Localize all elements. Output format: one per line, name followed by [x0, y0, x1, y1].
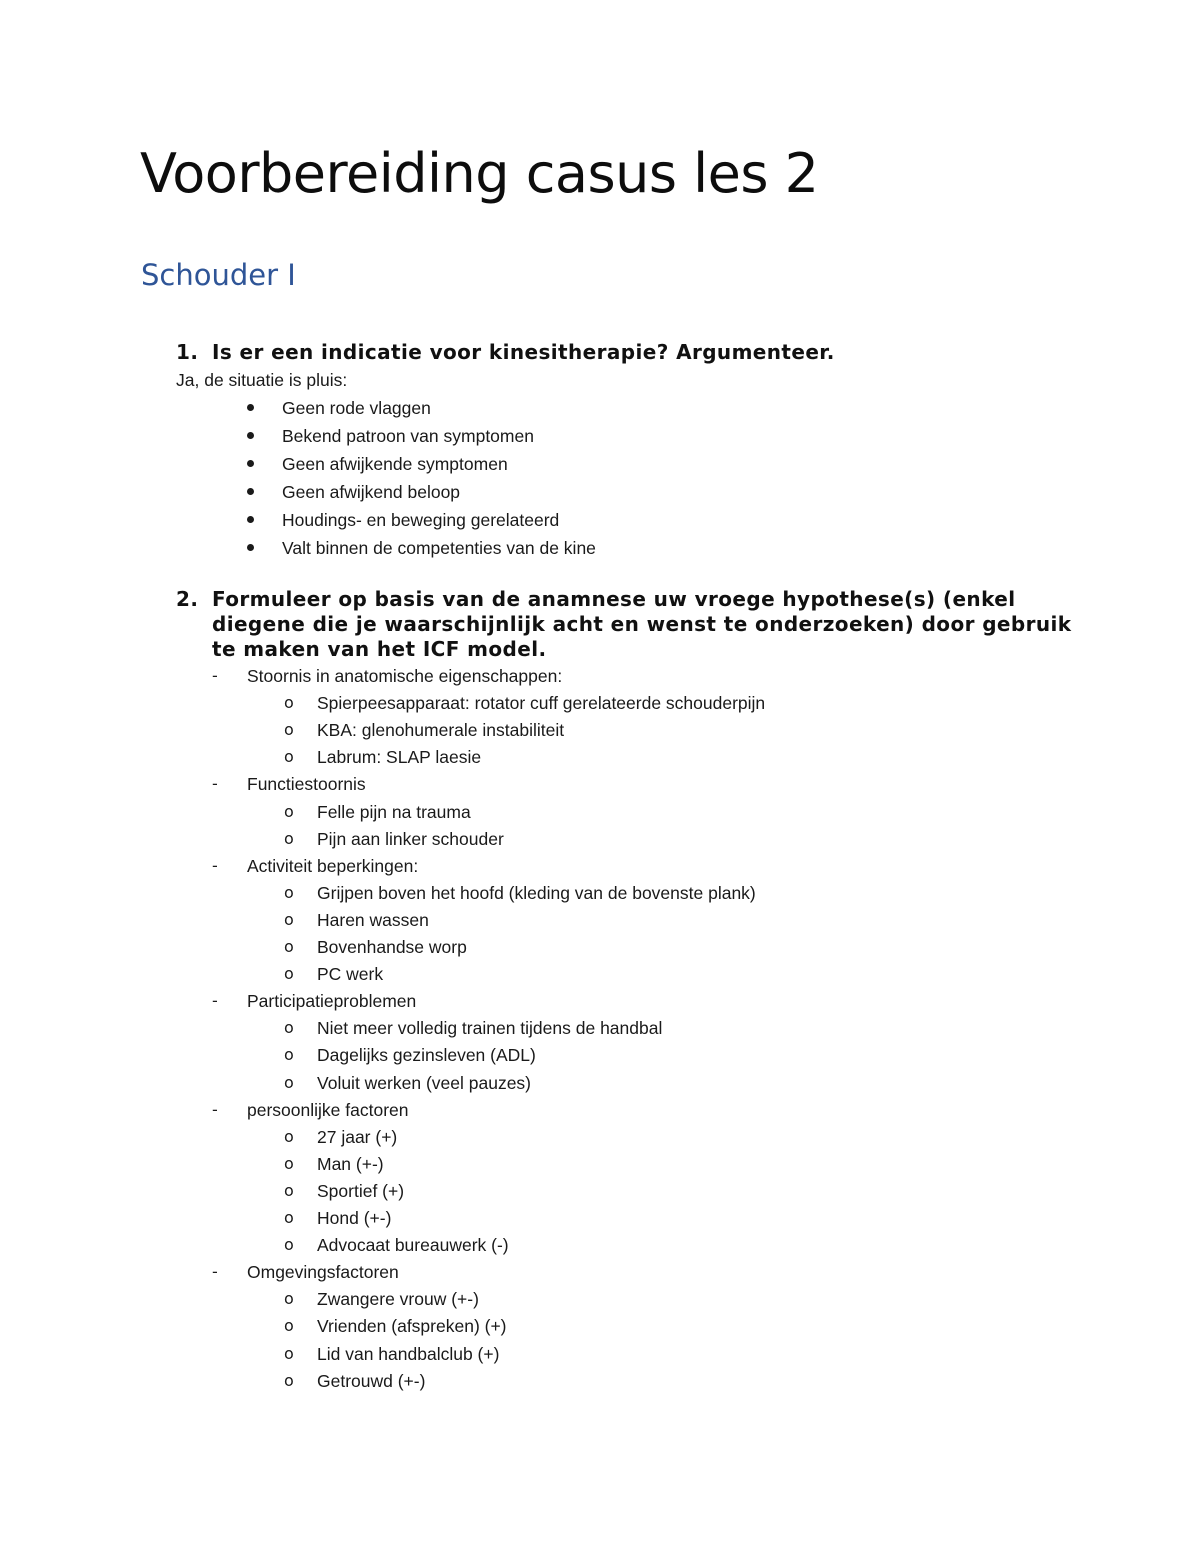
icf-item: Hond (+-): [317, 1208, 392, 1228]
icf-item: Sportief (+): [317, 1180, 405, 1201]
sub-bullet-marker: o: [284, 964, 294, 984]
sub-bullet-marker: o: [284, 937, 294, 956]
section-heading: Schouder I: [141, 258, 296, 292]
dash-marker: -: [212, 991, 218, 1011]
question-2-number: 2.: [176, 587, 199, 611]
icf-item: Niet meer volledig trainen tijdens de handbal: [317, 1018, 663, 1039]
bullet-item: Geen rode vlaggen: [282, 398, 431, 418]
bullet-dot: [247, 544, 254, 551]
icf-item: Labrum: SLAP laesie: [317, 747, 482, 768]
bullet-item: Geen afwijkend beloop: [282, 481, 461, 502]
bullet-dot: [247, 460, 254, 467]
bullet-item: Houdings- en beweging gerelateerd: [282, 509, 560, 530]
sub-bullet-marker: o: [284, 1289, 294, 1309]
question-2: [176, 587, 1076, 662]
icf-item: Voluit werken (veel pauzes): [317, 1072, 531, 1093]
sub-bullet-marker: o: [284, 1370, 294, 1390]
sub-bullet-marker: o: [284, 1180, 294, 1200]
icf-item: Grijpen boven het hoofd (kleding van de bovenste plank): [317, 882, 756, 903]
sub-bullet-marker: o: [284, 720, 294, 740]
bullet-item: Valt binnen de competenties van de kine: [282, 537, 596, 558]
icf-category-label: Omgevingsfactoren: [247, 1262, 399, 1283]
sub-bullet-marker: o: [284, 747, 294, 767]
bullet-item: Geen afwijkende symptomen: [282, 453, 508, 474]
icf-item: Felle pijn na trauma: [317, 801, 471, 822]
sub-bullet-marker: o: [284, 1072, 294, 1092]
icf-item: Haren wassen: [317, 909, 429, 930]
dash-marker: -: [212, 1262, 218, 1282]
icf-item: Lid van handbalclub (+): [317, 1343, 500, 1364]
sub-bullet-marker: o: [284, 1045, 294, 1065]
bullet-item: Bekend patroon van symptomen: [282, 425, 534, 446]
sub-bullet-marker: o: [284, 1208, 294, 1227]
sub-bullet-marker: o: [284, 1018, 294, 1038]
icf-item: Dagelijks gezinsleven (ADL): [317, 1045, 536, 1066]
icf-category-label: persoonlijke factoren: [247, 1099, 409, 1120]
icf-category-label: Functiestoornis: [247, 774, 366, 795]
document-title: Voorbereiding casus les 2: [140, 142, 819, 205]
dash-marker: -: [212, 666, 218, 685]
sub-bullet-marker: o: [284, 1153, 294, 1173]
icf-item: Getrouwd (+-): [317, 1370, 426, 1391]
icf-item: Vrienden (afspreken) (+): [317, 1316, 507, 1337]
bullet-dot: [247, 432, 254, 439]
question-1: [176, 340, 1076, 365]
question-1-number: 1.: [176, 340, 199, 364]
dash-marker: -: [212, 774, 218, 794]
bullet-dot: [247, 488, 254, 495]
sub-bullet-marker: o: [284, 1126, 294, 1146]
icf-item: KBA: glenohumerale instabiliteit: [317, 720, 565, 741]
icf-item: Spierpeesapparaat: rotator cuff gerelateerde schouderpijn: [317, 693, 766, 714]
sub-bullet-marker: o: [284, 1343, 294, 1363]
question-1-intro: Ja, de situatie is pluis:: [176, 370, 348, 390]
icf-item: Man (+-): [317, 1153, 384, 1174]
sub-bullet-marker: o: [284, 693, 294, 713]
icf-category-label: Participatieproblemen: [247, 991, 417, 1012]
question-1-text: Is er een indicatie voor kinesitherapie? Argumenteer.: [212, 340, 835, 364]
sub-bullet-marker: o: [284, 882, 294, 902]
dash-marker: -: [212, 1099, 218, 1119]
icf-item: Advocaat bureauwerk (-): [317, 1235, 509, 1256]
icf-item: Bovenhandse worp: [317, 937, 467, 957]
sub-bullet-marker: o: [284, 1316, 294, 1336]
sub-bullet-marker: o: [284, 801, 294, 821]
question-2-text: Formuleer op basis van de anamnese uw vroege hypothese(s) (enkel diegene die je waarschijnlijk acht en wenst te onderzoeken) door gebruik te maken van het ICF model.: [212, 587, 1072, 661]
icf-category-label: Activiteit beperkingen:: [247, 855, 419, 876]
icf-item: Zwangere vrouw (+-): [317, 1289, 479, 1310]
bullet-dot: [247, 404, 254, 411]
icf-item: 27 jaar (+): [317, 1126, 398, 1147]
sub-bullet-marker: o: [284, 1235, 294, 1255]
dash-marker: -: [212, 855, 218, 875]
sub-bullet-marker: o: [284, 828, 294, 848]
sub-bullet-marker: o: [284, 909, 294, 929]
icf-item: Pijn aan linker schouder: [317, 828, 504, 849]
icf-item: PC werk: [317, 964, 384, 985]
bullet-dot: [247, 516, 254, 523]
icf-category-label: Stoornis in anatomische eigenschappen:: [247, 666, 563, 686]
